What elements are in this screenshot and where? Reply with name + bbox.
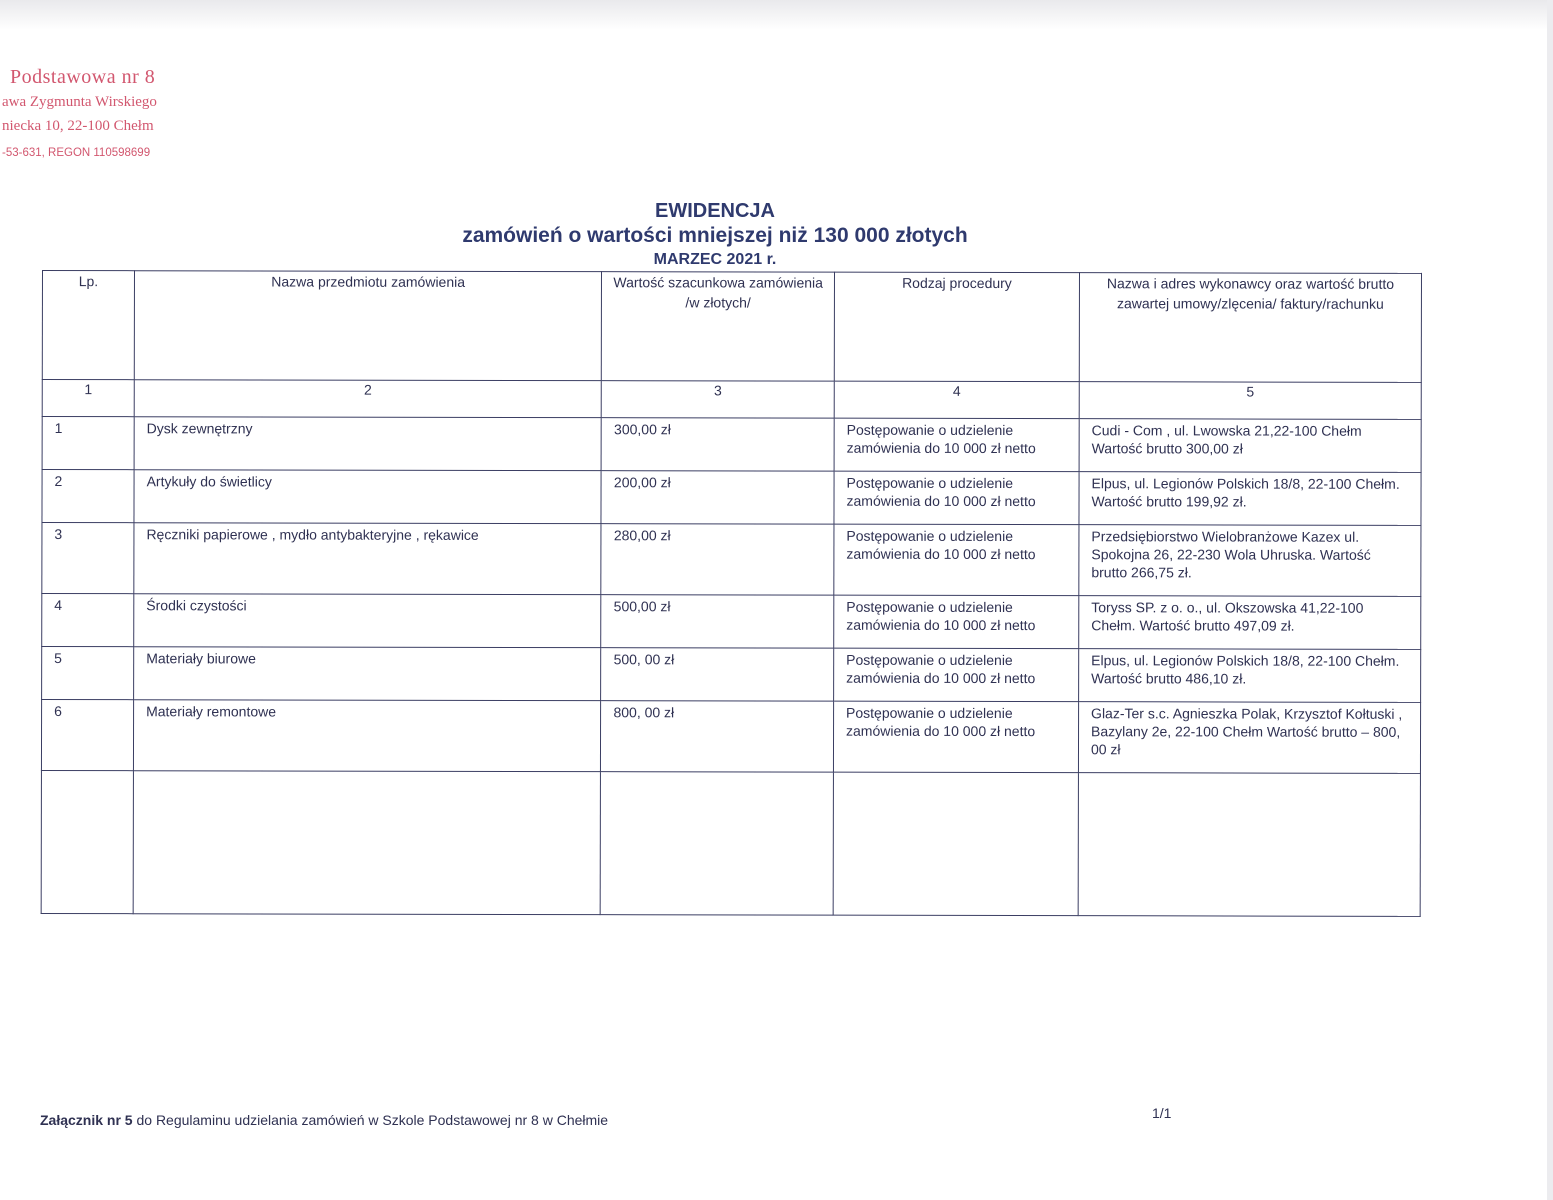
header-item-name: Nazwa przedmiotu zamówienia <box>134 271 602 381</box>
table-header-row <box>42 271 1421 383</box>
table-row <box>42 417 1421 473</box>
row-contractor: Elpus, ul. Legionów Polskich 18/8, 22-100 Chełm. Wartość brutto 199,92 zł. <box>1091 475 1400 510</box>
header-contractor: Nazwa i adres wykonawcy oraz wartość brutto zawartej umowy/zlęcenia/ faktury/rachunku <box>1079 273 1421 383</box>
column-number: 3 <box>602 381 835 418</box>
row-item-name: Dysk zewnętrzny <box>146 420 253 437</box>
row-contractor: Toryss SP. z o. o., ul. Okszowska 41,22-100 Chełm. Wartość brutto 497,09 zł. <box>1091 599 1364 634</box>
row-lp: 3 <box>54 526 63 543</box>
table-empty-row <box>41 770 1420 916</box>
page-number: 1/1 <box>1152 1105 1172 1121</box>
row-value: 800, 00 zł <box>613 704 675 721</box>
row-contractor: Glaz-Ter s.c. Agnieszka Polak, Krzysztof Kołtuski , Bazylany 2e, 22-100 Chełm Wartość brutto – 800, 00 zł <box>1090 705 1403 758</box>
table-row <box>42 647 1421 703</box>
row-value: 200,00 zł <box>613 474 671 491</box>
row-lp: 6 <box>54 703 62 720</box>
row-contractor: Cudi - Com , ul. Lwowska 21,22-100 Chełm Wartość brutto 300,00 zł <box>1091 422 1362 457</box>
row-lp: 2 <box>54 473 63 490</box>
row-item-name: Ręczniki papierowe , mydło antybakteryjne , rękawice <box>146 526 479 543</box>
row-procedure: Postępowanie o udzielenie zamówienia do 10 000 zł netto <box>846 704 1036 740</box>
row-item-name: Artykuły do świetlicy <box>146 473 272 490</box>
row-value: 280,00 zł <box>613 527 671 544</box>
row-lp: 1 <box>54 420 63 437</box>
row-procedure: Postępowanie o udzielenie zamówienia do 10 000 zł netto <box>846 651 1036 687</box>
document-period: MARZEC 2021 r. <box>653 251 777 268</box>
row-item-name: Środki czystości <box>146 597 247 614</box>
table-row <box>42 523 1421 597</box>
scan-edge-top <box>0 0 1553 30</box>
header-lp: Lp. <box>42 271 134 380</box>
stamp-line-1: Podstawowa nr 8 <box>10 66 156 88</box>
row-contractor: Elpus, ul. Legionów Polskich 18/8, 22-100 Chełm. Wartość brutto 486,10 zł. <box>1091 652 1400 687</box>
footer-note <box>40 1112 608 1128</box>
orders-table <box>41 270 1422 917</box>
footer-regulation-text: do Regulaminu udzielania zamówień w Szkole Podstawowej nr 8 w Chełmie <box>132 1112 609 1128</box>
table-row <box>41 700 1420 774</box>
row-value: 300,00 zł <box>614 421 671 438</box>
table-row <box>42 470 1421 526</box>
header-procedure: Rodzaj procedury <box>834 272 1079 382</box>
row-item-name: Materiały remontowe <box>146 703 277 720</box>
scan-edge-right <box>1547 0 1553 1200</box>
header-estimated-value: Wartość szacunkowa zamówienia /w złotych/ <box>602 272 835 381</box>
row-procedure: Postępowanie o udzielenie zamówienia do 10 000 zł netto <box>846 598 1036 634</box>
row-procedure: Postępowanie o udzielenie zamówienia do 10 000 zł netto <box>846 527 1036 563</box>
column-number-row <box>42 380 1421 420</box>
stamp-line-4: -53-631, REGON 110598699 <box>2 147 151 159</box>
row-contractor: Przedsiębiorstwo Wielobranżowe Kazex ul. Spokojna 26, 22-230 Wola Uhruska. Wartość brutto 266,75 zł. <box>1091 528 1371 581</box>
stamp-line-3: niecka 10, 22-100 Chełm <box>2 118 154 134</box>
row-item-name: Materiały biurowe <box>146 650 256 667</box>
row-procedure: Postępowanie o udzielenie zamówienia do 10 000 zł netto <box>846 474 1036 510</box>
stamp-line-2: awa Zygmunta Wirskiego <box>2 94 157 110</box>
row-lp: 5 <box>54 650 63 667</box>
row-lp: 4 <box>54 597 63 614</box>
column-number: 4 <box>834 381 1079 419</box>
column-number: 5 <box>1079 382 1421 420</box>
row-value: 500, 00 zł <box>613 651 675 668</box>
row-value: 500,00 zł <box>613 598 671 615</box>
column-number: 2 <box>134 380 601 418</box>
document-subtitle: zamówień o wartości mniejszej niż 130 000 złotych <box>462 224 968 247</box>
document-title: EWIDENCJA <box>654 200 775 222</box>
row-procedure: Postępowanie o udzielenie zamówienia do 10 000 zł netto <box>846 421 1036 457</box>
column-number: 1 <box>42 380 134 417</box>
table-row <box>42 594 1421 650</box>
footer-attachment-label: Załącznik nr 5 <box>40 1112 133 1128</box>
